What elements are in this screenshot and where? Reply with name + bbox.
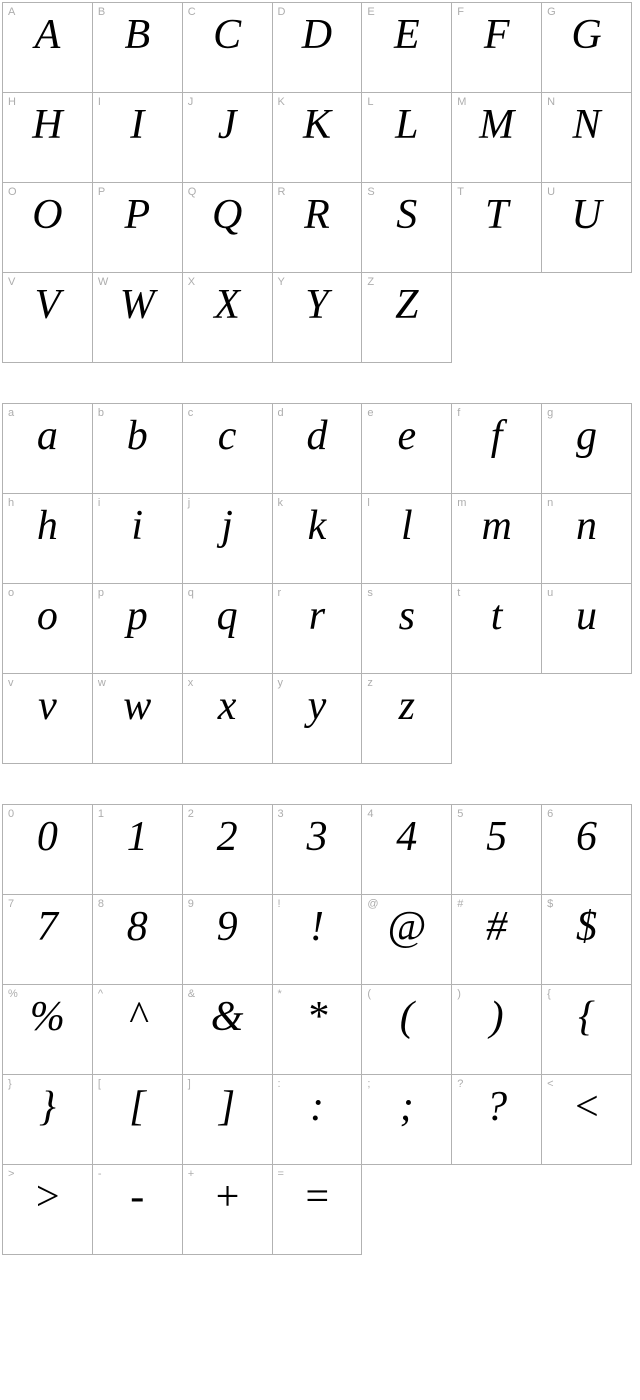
glyph-cell — [452, 494, 542, 584]
cell-glyph: b — [126, 413, 148, 459]
glyph-cell — [182, 584, 272, 674]
glyph-cell — [542, 895, 632, 985]
cell-glyph: d — [306, 413, 328, 459]
glyph-cell — [182, 1075, 272, 1165]
cell-glyph: D — [301, 12, 333, 58]
cell-glyph: V — [34, 282, 61, 328]
cell-glyph: l — [400, 503, 413, 549]
cell-corner-label: e — [367, 407, 374, 419]
cell-corner-label: q — [187, 587, 194, 599]
cell-corner-label: f — [457, 407, 461, 419]
glyph-cell — [3, 494, 93, 584]
cell-glyph: W — [119, 282, 155, 328]
glyph-cell — [542, 183, 632, 273]
cell-glyph: M — [479, 102, 515, 148]
cell-corner-label: @ — [367, 898, 379, 910]
glyph-cell — [3, 93, 93, 183]
cell-corner-label: 3 — [277, 808, 284, 820]
cell-glyph: I — [130, 102, 145, 148]
cell-glyph: c — [217, 413, 237, 459]
glyph-row — [3, 93, 632, 183]
cell-corner-label: S — [367, 186, 375, 198]
cell-glyph: 0 — [36, 814, 58, 860]
cell-corner-label: { — [547, 988, 551, 1000]
cell-corner-label: = — [277, 1168, 284, 1180]
glyph-cell — [362, 494, 452, 584]
cell-corner-label: I — [97, 96, 101, 108]
cell-glyph: J — [217, 102, 237, 148]
cell-corner-label: 5 — [457, 808, 464, 820]
cell-corner-label: y — [277, 677, 284, 689]
glyph-cell — [272, 183, 362, 273]
glyph-cell — [362, 674, 452, 764]
glyph-cell — [3, 805, 93, 895]
cell-corner-label: n — [547, 497, 554, 509]
cell-corner-label: - — [97, 1168, 102, 1180]
cell-corner-label: P — [97, 186, 106, 198]
cell-corner-label: E — [367, 6, 375, 18]
cell-corner-label: s — [367, 587, 373, 599]
cell-glyph: 8 — [126, 904, 148, 950]
glyph-row — [3, 1165, 632, 1255]
cell-glyph: 1 — [126, 814, 148, 860]
glyph-cell — [272, 805, 362, 895]
glyph-cell — [182, 3, 272, 93]
cell-corner-label: } — [8, 1078, 12, 1090]
cell-glyph: < — [572, 1084, 601, 1130]
cell-glyph: n — [576, 503, 598, 549]
cell-corner-label: 1 — [97, 808, 104, 820]
glyph-cell — [182, 985, 272, 1075]
cell-corner-label: R — [277, 186, 286, 198]
glyph-cell — [452, 183, 542, 273]
cell-corner-label: $ — [547, 898, 554, 910]
cell-corner-label: + — [187, 1168, 195, 1180]
glyph-row — [3, 3, 632, 93]
glyph-cell — [542, 584, 632, 674]
cell-glyph: Y — [305, 282, 329, 328]
cell-glyph: } — [39, 1084, 56, 1130]
cell-corner-label: J — [187, 96, 194, 108]
glyph-cell — [542, 3, 632, 93]
cell-glyph: E — [393, 12, 420, 58]
glyph-cell — [362, 584, 452, 674]
cell-corner-label: O — [8, 186, 17, 198]
uppercase-glyph-table — [2, 2, 632, 363]
cell-corner-label: C — [187, 6, 196, 18]
glyph-row — [3, 404, 632, 494]
cell-glyph: C — [213, 12, 242, 58]
cell-corner-label: z — [367, 677, 373, 689]
cell-corner-label: l — [367, 497, 370, 509]
cell-glyph: m — [481, 503, 512, 549]
cell-corner-label: V — [8, 276, 16, 288]
cell-corner-label: v — [8, 677, 14, 689]
lowercase-glyph-table — [2, 403, 632, 764]
cell-glyph: - — [130, 1174, 145, 1220]
glyph-cell — [272, 1165, 362, 1255]
cell-corner-label: g — [547, 407, 554, 419]
cell-corner-label: 2 — [187, 808, 194, 820]
cell-corner-label: [ — [97, 1078, 101, 1090]
glyph-cell — [92, 494, 182, 584]
cell-corner-label: x — [187, 677, 194, 689]
cell-corner-label: D — [277, 6, 286, 18]
cell-glyph: : — [309, 1084, 324, 1130]
glyph-cell — [362, 1075, 452, 1165]
cell-corner-label: T — [457, 186, 464, 198]
cell-corner-label: W — [97, 276, 109, 288]
glyph-cell — [92, 1165, 182, 1255]
cell-corner-label: Q — [187, 186, 197, 198]
glyph-cell — [272, 3, 362, 93]
glyph-cell — [362, 93, 452, 183]
cell-glyph: e — [397, 413, 417, 459]
glyph-cell — [92, 895, 182, 985]
glyph-cell — [272, 895, 362, 985]
glyph-cell — [3, 3, 93, 93]
glyph-cell — [272, 985, 362, 1075]
glyph-cell — [362, 3, 452, 93]
glyph-cell — [362, 895, 452, 985]
cell-corner-label: U — [547, 186, 556, 198]
cell-glyph: ) — [489, 994, 504, 1040]
glyph-cell — [272, 674, 362, 764]
glyph-cell — [452, 1075, 542, 1165]
cell-glyph: & — [210, 994, 244, 1040]
cell-corner-label: X — [187, 276, 196, 288]
glyph-cell — [92, 3, 182, 93]
glyph-cell — [272, 93, 362, 183]
cell-glyph: t — [490, 593, 503, 639]
glyph-cell — [452, 404, 542, 494]
cell-glyph: 5 — [486, 814, 508, 860]
cell-glyph: ; — [399, 1084, 414, 1130]
glyph-cell — [3, 273, 93, 363]
cell-corner-label: p — [97, 587, 104, 599]
cell-corner-label: ^ — [97, 988, 104, 1000]
glyph-cell — [272, 584, 362, 674]
glyph-cell — [272, 404, 362, 494]
cell-corner-label: * — [277, 988, 282, 1000]
cell-glyph: [ — [129, 1084, 146, 1130]
cell-glyph: f — [490, 413, 503, 459]
glyph-row — [3, 895, 632, 985]
cell-corner-label: & — [187, 988, 196, 1000]
glyph-cell — [3, 404, 93, 494]
glyph-cell — [182, 494, 272, 584]
cell-corner-label: M — [457, 96, 467, 108]
digits-symbols-glyph-table — [2, 804, 632, 1255]
cell-corner-label: ; — [367, 1078, 371, 1090]
glyph-cell — [362, 183, 452, 273]
cell-glyph: P — [124, 192, 151, 238]
glyph-cell — [452, 3, 542, 93]
cell-glyph: 6 — [576, 814, 598, 860]
glyph-cell — [3, 584, 93, 674]
cell-corner-label: w — [97, 677, 106, 689]
cell-corner-label: N — [547, 96, 556, 108]
cell-corner-label: % — [8, 988, 18, 1000]
cell-glyph: @ — [387, 904, 427, 950]
cell-corner-label: 6 — [547, 808, 554, 820]
cell-glyph: 4 — [396, 814, 418, 860]
cell-glyph: j — [221, 503, 233, 549]
cell-glyph: G — [571, 12, 602, 58]
cell-corner-label: j — [187, 497, 191, 509]
glyph-row — [3, 273, 632, 363]
cell-glyph: ( — [399, 994, 414, 1040]
glyph-cell — [362, 404, 452, 494]
glyph-cell — [3, 183, 93, 273]
cell-glyph: ! — [309, 904, 324, 950]
cell-glyph: q — [216, 593, 238, 639]
cell-glyph: u — [576, 593, 598, 639]
glyph-cell — [182, 404, 272, 494]
glyph-row — [3, 674, 632, 764]
glyph-cell — [362, 805, 452, 895]
cell-glyph: $ — [576, 904, 598, 950]
cell-glyph: y — [307, 683, 327, 729]
glyph-cell — [92, 404, 182, 494]
cell-corner-label: ) — [457, 988, 461, 1000]
glyph-cell — [3, 674, 93, 764]
cell-corner-label: 4 — [367, 808, 374, 820]
cell-glyph: s — [398, 593, 415, 639]
cell-glyph: R — [304, 192, 330, 238]
cell-glyph: x — [217, 683, 237, 729]
cell-corner-label: ( — [367, 988, 372, 1000]
cell-glyph: k — [307, 503, 327, 549]
glyph-cell — [452, 985, 542, 1075]
cell-glyph: # — [486, 904, 508, 950]
cell-glyph: w — [123, 683, 152, 729]
glyph-cell — [3, 1165, 93, 1255]
glyph-cell — [272, 273, 362, 363]
glyph-row — [3, 494, 632, 584]
cell-glyph: > — [33, 1174, 62, 1220]
glyph-cell — [92, 584, 182, 674]
cell-glyph: a — [36, 413, 58, 459]
cell-glyph: Z — [395, 282, 419, 328]
cell-corner-label: c — [187, 407, 194, 419]
cell-glyph: r — [308, 593, 326, 639]
cell-glyph: + — [212, 1174, 242, 1220]
cell-glyph: 9 — [216, 904, 238, 950]
cell-corner-label: # — [457, 898, 464, 910]
cell-glyph: K — [302, 102, 331, 148]
cell-corner-label: u — [547, 587, 554, 599]
glyph-row — [3, 183, 632, 273]
cell-corner-label: k — [277, 497, 284, 509]
cell-corner-label: t — [457, 587, 461, 599]
glyph-cell — [182, 674, 272, 764]
cell-glyph: i — [131, 503, 144, 549]
cell-corner-label: 9 — [187, 898, 194, 910]
cell-glyph: g — [576, 413, 598, 459]
cell-glyph: Q — [211, 192, 243, 238]
cell-glyph: N — [572, 102, 601, 148]
glyph-cell — [452, 805, 542, 895]
cell-corner-label: ] — [187, 1078, 191, 1090]
cell-corner-label: B — [97, 6, 106, 18]
cell-glyph: { — [578, 994, 595, 1040]
cell-glyph: z — [398, 683, 415, 729]
glyph-row — [3, 584, 632, 674]
glyph-cell — [542, 1075, 632, 1165]
glyph-cell — [542, 494, 632, 584]
cell-corner-label: K — [277, 96, 285, 108]
cell-glyph: ] — [218, 1084, 236, 1130]
cell-glyph: h — [36, 503, 58, 549]
glyph-cell — [92, 93, 182, 183]
glyph-cell — [3, 895, 93, 985]
cell-corner-label: d — [277, 407, 284, 419]
cell-corner-label: i — [97, 497, 101, 509]
cell-corner-label: G — [547, 6, 556, 18]
glyph-cell — [3, 985, 93, 1075]
glyph-cell — [182, 273, 272, 363]
cell-glyph: X — [214, 282, 240, 328]
cell-corner-label: < — [547, 1078, 554, 1090]
glyph-cell — [272, 494, 362, 584]
cell-glyph: = — [302, 1174, 332, 1220]
glyph-cell — [92, 1075, 182, 1165]
cell-glyph: o — [36, 593, 58, 639]
cell-corner-label: H — [8, 96, 16, 108]
cell-glyph: 2 — [216, 814, 238, 860]
glyph-cell — [452, 93, 542, 183]
cell-glyph: B — [124, 12, 151, 58]
cell-corner-label: r — [277, 587, 282, 599]
cell-glyph: F — [483, 12, 510, 58]
cell-glyph: T — [484, 192, 509, 238]
cell-corner-label: 8 — [97, 898, 104, 910]
cell-corner-label: Y — [277, 276, 285, 288]
cell-corner-label: Z — [367, 276, 375, 288]
glyph-cell — [452, 895, 542, 985]
glyph-cell — [182, 895, 272, 985]
cell-corner-label: : — [277, 1078, 281, 1090]
cell-corner-label: h — [8, 497, 15, 509]
cell-glyph: ? — [486, 1084, 508, 1130]
cell-corner-label: m — [457, 497, 467, 509]
cell-glyph: A — [34, 12, 61, 58]
cell-corner-label: 0 — [8, 808, 15, 820]
glyph-row — [3, 985, 632, 1075]
glyph-cell — [542, 404, 632, 494]
glyph-cell — [92, 273, 182, 363]
cell-corner-label: b — [97, 407, 104, 419]
glyph-cell — [92, 805, 182, 895]
glyph-cell — [3, 1075, 93, 1165]
cell-corner-label: o — [8, 587, 15, 599]
cell-glyph: L — [395, 102, 419, 148]
cell-corner-label: ? — [457, 1078, 464, 1090]
cell-corner-label: 7 — [8, 898, 15, 910]
cell-glyph: 3 — [306, 814, 328, 860]
cell-corner-label: a — [8, 407, 15, 419]
glyph-cell — [182, 93, 272, 183]
glyph-cell — [92, 183, 182, 273]
cell-glyph: O — [32, 192, 63, 238]
cell-glyph: H — [32, 102, 63, 148]
glyph-row — [3, 805, 632, 895]
glyph-cell — [182, 1165, 272, 1255]
glyph-cell — [452, 584, 542, 674]
cell-glyph: U — [571, 192, 602, 238]
cell-glyph: ^ — [128, 994, 147, 1040]
glyph-cell — [542, 805, 632, 895]
glyph-row — [3, 1075, 632, 1165]
glyph-cell — [362, 985, 452, 1075]
cell-corner-label: ! — [277, 898, 281, 910]
glyph-cell — [182, 805, 272, 895]
cell-corner-label: F — [457, 6, 464, 18]
glyph-cell — [362, 273, 452, 363]
glyph-cell — [542, 985, 632, 1075]
glyph-cell — [542, 93, 632, 183]
glyph-cell — [92, 674, 182, 764]
glyph-cell — [92, 985, 182, 1075]
cell-glyph: v — [38, 683, 57, 729]
glyph-cell — [272, 1075, 362, 1165]
cell-glyph: * — [306, 994, 328, 1040]
cell-corner-label: > — [8, 1168, 15, 1180]
glyph-cell — [182, 183, 272, 273]
cell-glyph: 7 — [36, 904, 58, 950]
cell-glyph: S — [396, 192, 418, 238]
cell-corner-label: L — [367, 96, 374, 108]
cell-glyph: % — [29, 994, 65, 1040]
cell-glyph: p — [126, 593, 148, 639]
cell-corner-label: A — [8, 6, 16, 18]
